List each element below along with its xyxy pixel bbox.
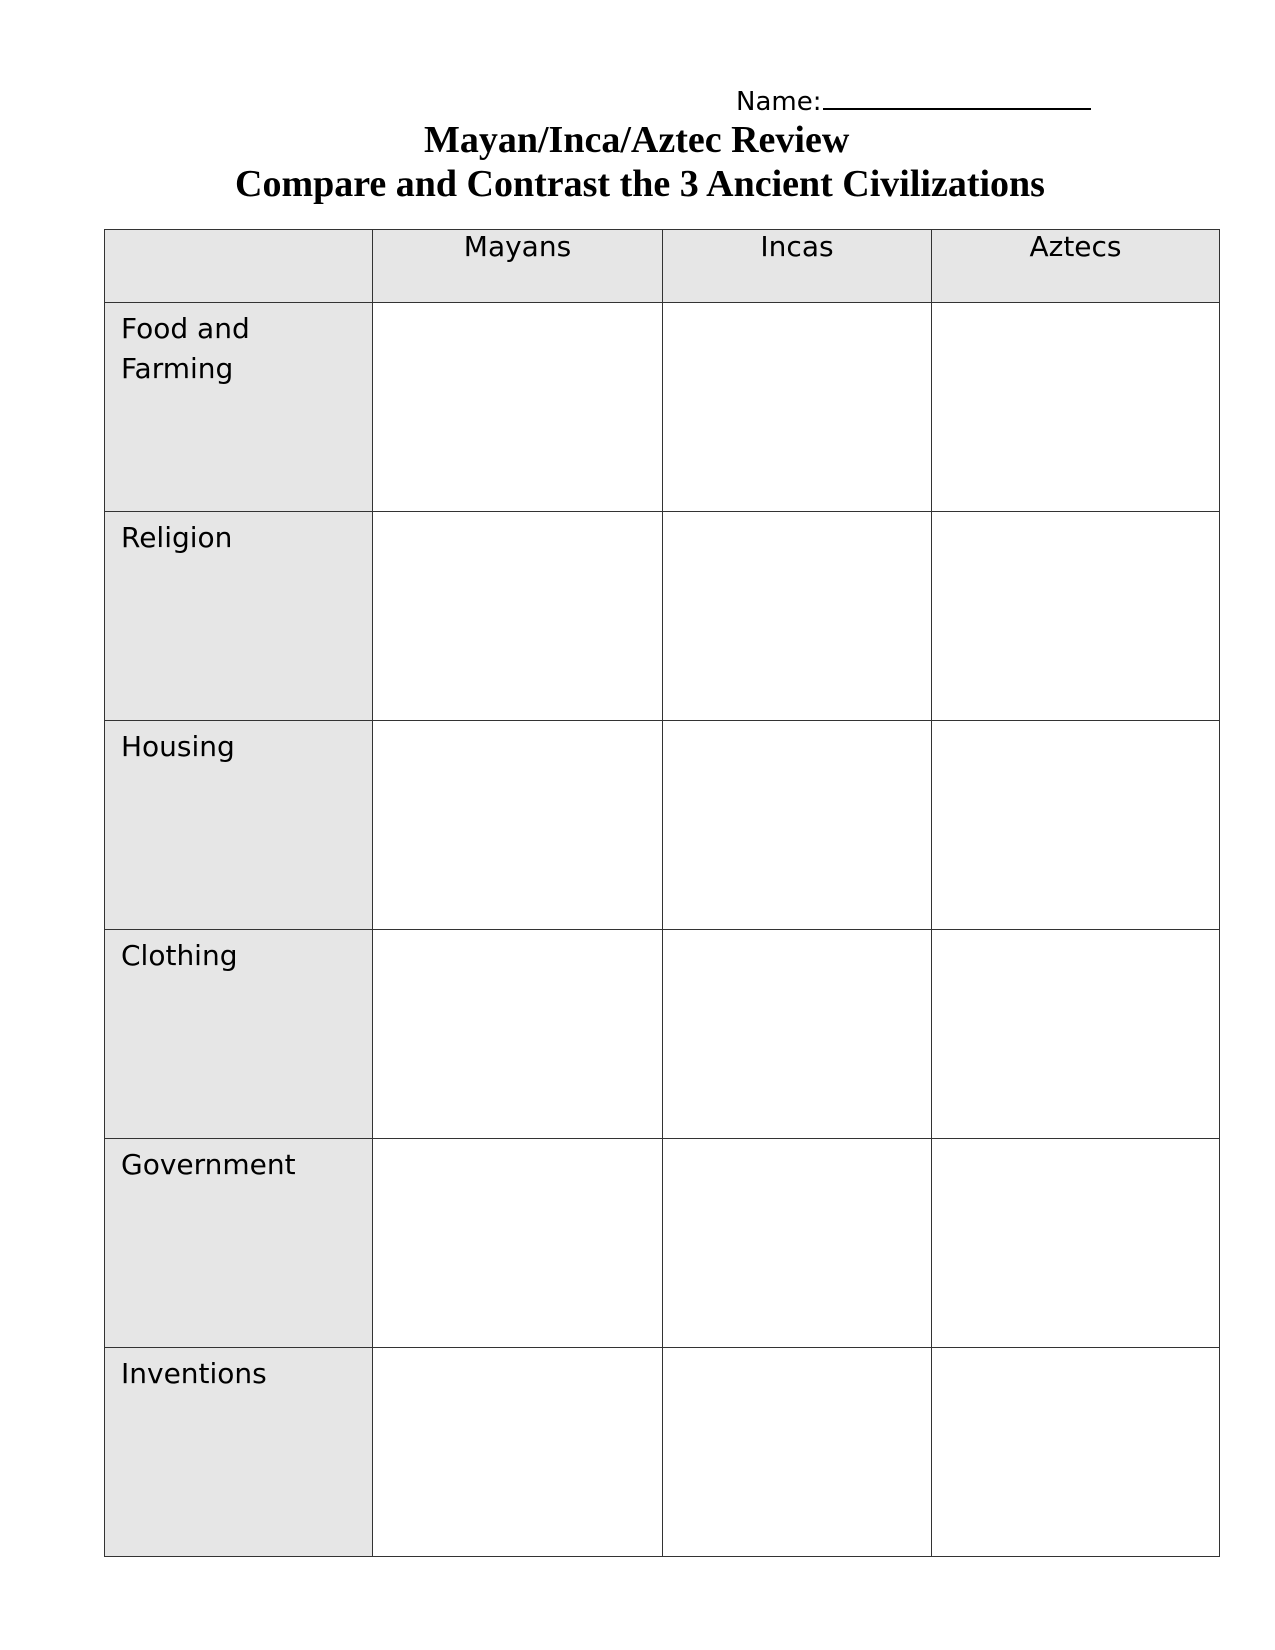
answer-cell-aztecs[interactable] — [932, 721, 1220, 930]
table-row — [105, 512, 1220, 721]
answer-cell-aztecs[interactable] — [932, 930, 1220, 1139]
column-header-aztecs: Aztecs — [932, 230, 1220, 303]
row-label-text: Inventions — [121, 1357, 267, 1390]
table-header-row — [105, 230, 1220, 303]
answer-cell-incas[interactable] — [663, 1139, 932, 1348]
answer-cell-mayans[interactable] — [373, 721, 663, 930]
answer-cell-mayans[interactable] — [373, 303, 663, 512]
answer-cell-aztecs[interactable] — [932, 512, 1220, 721]
table-row — [105, 930, 1220, 1139]
row-label-text: Food and Farming — [121, 312, 250, 385]
corner-cell — [105, 230, 373, 303]
name-label: Name: — [736, 87, 822, 117]
table-row — [105, 1348, 1220, 1557]
column-header-incas: Incas — [663, 230, 932, 303]
row-label-text: Clothing — [121, 939, 238, 972]
row-label-text: Housing — [121, 730, 235, 763]
row-label-food-and-farming — [105, 303, 373, 512]
name-blank-line[interactable] — [823, 86, 1091, 110]
answer-cell-aztecs[interactable] — [932, 303, 1220, 512]
row-label-religion — [105, 512, 373, 721]
table-row — [105, 721, 1220, 930]
answer-cell-mayans[interactable] — [373, 512, 663, 721]
table-row — [105, 303, 1220, 512]
row-label-clothing — [105, 930, 373, 1139]
name-field — [736, 86, 1091, 117]
answer-cell-aztecs[interactable] — [932, 1139, 1220, 1348]
answer-cell-mayans[interactable] — [373, 1139, 663, 1348]
answer-cell-aztecs[interactable] — [932, 1348, 1220, 1557]
answer-cell-incas[interactable] — [663, 303, 932, 512]
row-label-text: Religion — [121, 521, 233, 554]
answer-cell-incas[interactable] — [663, 1348, 932, 1557]
answer-cell-incas[interactable] — [663, 930, 932, 1139]
row-label-inventions — [105, 1348, 373, 1557]
table-row — [105, 1139, 1220, 1348]
comparison-table — [104, 229, 1220, 1557]
column-header-mayans: Mayans — [373, 230, 663, 303]
page-subtitle: Compare and Contrast the 3 Ancient Civilizations — [235, 163, 1045, 205]
row-label-text: Government — [121, 1148, 296, 1181]
page-title: Mayan/Inca/Aztec Review — [424, 119, 850, 161]
answer-cell-incas[interactable] — [663, 721, 932, 930]
answer-cell-incas[interactable] — [663, 512, 932, 721]
row-label-government — [105, 1139, 373, 1348]
row-label-housing — [105, 721, 373, 930]
answer-cell-mayans[interactable] — [373, 930, 663, 1139]
answer-cell-mayans[interactable] — [373, 1348, 663, 1557]
